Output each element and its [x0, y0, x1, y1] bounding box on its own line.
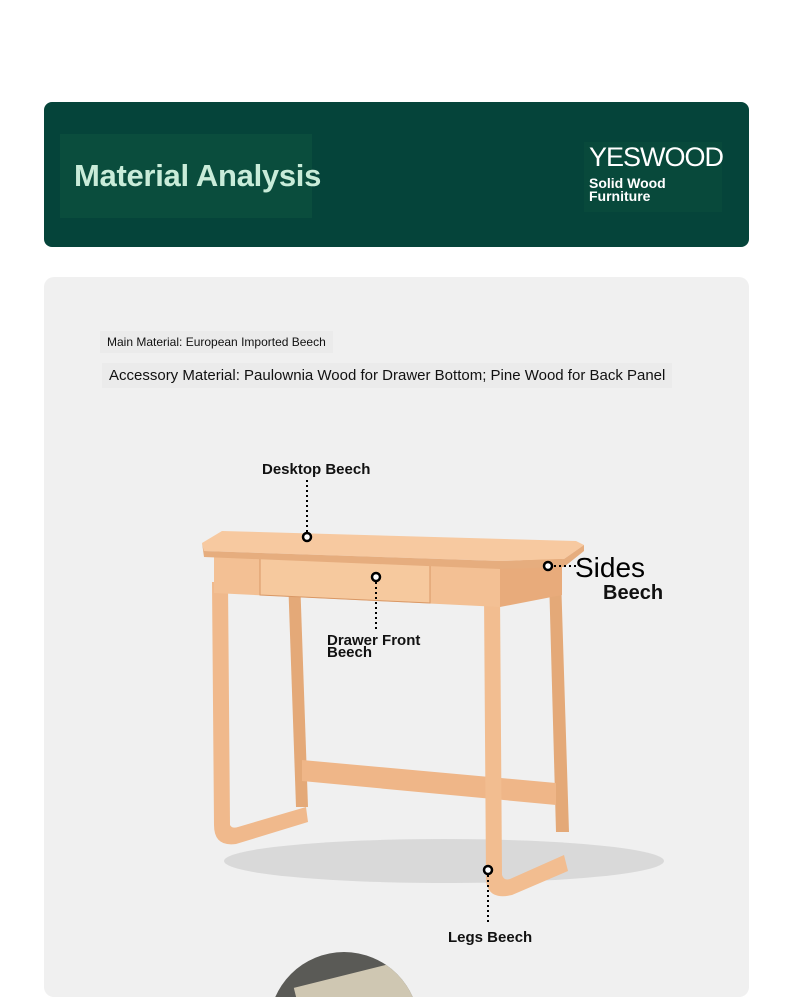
banner-title: Material Analysis [74, 158, 322, 193]
accessory-material-text: Accessory Material: Paulownia Wood for Drawer Bottom; Pine Wood for Back Panel [102, 363, 672, 388]
banner-title-box [60, 134, 322, 218]
desktop-marker [303, 533, 311, 541]
brand-logo [584, 142, 722, 212]
detail-photo-wood [294, 954, 419, 997]
desk-shadow [224, 839, 664, 883]
main-material-text: Main Material: European Imported Beech [100, 331, 333, 353]
drawer-marker [372, 573, 380, 581]
material-analysis-banner [44, 102, 749, 247]
brand-subtitle: Solid Wood Furniture [589, 175, 666, 204]
callout-legs: Legs Beech [448, 929, 533, 946]
legs-marker [484, 866, 492, 874]
callout-sides-material: Beech [603, 582, 664, 604]
material-panel [44, 277, 749, 997]
brand-name: YESWOOD [589, 142, 724, 172]
desk-stretcher [302, 760, 556, 805]
sides-marker [544, 562, 552, 570]
callout-desktop: Desktop Beech [262, 461, 371, 478]
callout-drawer-front: Drawer Front Beech [327, 632, 421, 661]
callout-sides-title: Sides [575, 552, 646, 583]
